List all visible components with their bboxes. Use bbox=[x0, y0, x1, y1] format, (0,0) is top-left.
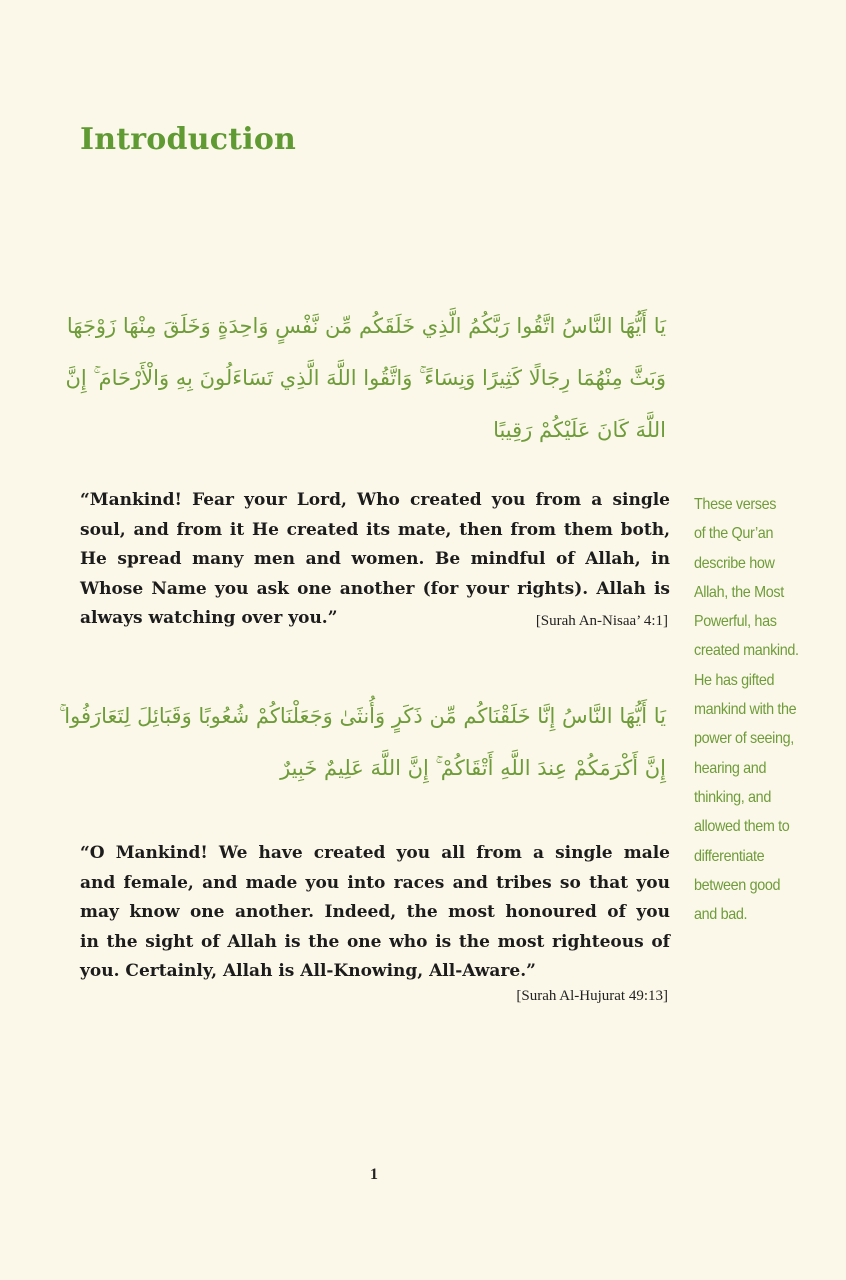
sidebar-line: Allah, the Most bbox=[694, 583, 784, 601]
verse-1-translation bbox=[80, 486, 670, 634]
verse-1-reference: [Surah An-Nisaa’ 4:1] bbox=[535, 613, 668, 629]
sidebar-line: and bad. bbox=[694, 906, 748, 924]
sidebar-line: power of seeing, bbox=[694, 730, 794, 748]
arabic-line: يَا أَيُّهَا النَّاسُ إِنَّا خَلَقْنَاكُم مِّن ذَكَرٍ وَأُنثَىٰ وَجَعَلْنَاكُمْ شُعُوبًا وَقَبَائِلَ لِتَعَارَفُوا ۚ bbox=[59, 704, 666, 728]
verse-1-arabic bbox=[65, 300, 666, 456]
translation-line: you. Certainly, Allah is All-Knowing, All-Aware.” bbox=[80, 961, 536, 981]
sidebar-line: He has gifted bbox=[694, 671, 775, 689]
sidebar-line: mankind with the bbox=[694, 701, 797, 719]
translation-line: soul, and from it He created its mate, then from them both, bbox=[80, 519, 670, 540]
translation-line: “Mankind! Fear your Lord, Who created you from a single bbox=[80, 490, 670, 510]
sidebar-line: differentiate bbox=[694, 847, 765, 865]
translation-line: and female, and made you into races and tribes so that you bbox=[80, 872, 670, 893]
verse-2-arabic bbox=[59, 690, 666, 794]
page-number: 1 bbox=[370, 1166, 378, 1183]
translation-line: in the sight of Allah is the one who is the most righteous of bbox=[80, 931, 670, 952]
verse-2-translation bbox=[80, 839, 670, 987]
sidebar-line: thinking, and bbox=[694, 788, 771, 806]
sidebar-line: between good bbox=[694, 876, 781, 894]
sidebar-line: Powerful, has bbox=[694, 613, 777, 631]
sidebar-line: allowed them to bbox=[694, 818, 790, 836]
arabic-line: وَبَثَّ مِنْهُمَا رِجَالًا كَثِيرًا وَنِسَاءً ۚ وَاتَّقُوا اللَّهَ الَّذِي تَسَاءَلُونَ بِهِ وَالْأَرْحَامَ ۚ إِنَّ bbox=[65, 366, 666, 390]
arabic-line: إِنَّ أَكْرَمَكُمْ عِندَ اللَّهِ أَتْقَاكُمْ ۚ إِنَّ اللَّهَ عَلِيمٌ خَبِيرٌ bbox=[280, 756, 666, 780]
sidebar-line: of the Qur’an bbox=[694, 525, 774, 543]
translation-line: always watching over you.” bbox=[80, 608, 338, 628]
translation-line: may know one another. Indeed, the most honoured of you bbox=[80, 902, 670, 922]
sidebar-line: created mankind. bbox=[694, 642, 799, 660]
sidebar-note bbox=[694, 490, 834, 929]
sidebar-line: These verses bbox=[694, 496, 777, 513]
sidebar-line: describe how bbox=[694, 554, 775, 572]
verse-2-reference: [Surah Al-Hujurat 49:13] bbox=[516, 988, 668, 1004]
translation-line: “O Mankind! We have created you all from a single male bbox=[80, 843, 670, 863]
translation-line: He spread many men and women. Be mindful of Allah, in bbox=[80, 549, 670, 569]
arabic-line: اللَّهَ كَانَ عَلَيْكُمْ رَقِيبًا bbox=[493, 418, 666, 442]
sidebar-line: hearing and bbox=[694, 759, 767, 777]
page-title: Introduction bbox=[80, 122, 297, 157]
translation-line: Whose Name you ask one another (for your rights). Allah is bbox=[80, 578, 670, 599]
arabic-line: يَا أَيُّهَا النَّاسُ اتَّقُوا رَبَّكُمُ الَّذِي خَلَقَكُم مِّن نَّفْسٍ وَاحِدَةٍ وَخَلَقَ مِنْهَا زَوْجَهَا bbox=[66, 314, 666, 338]
